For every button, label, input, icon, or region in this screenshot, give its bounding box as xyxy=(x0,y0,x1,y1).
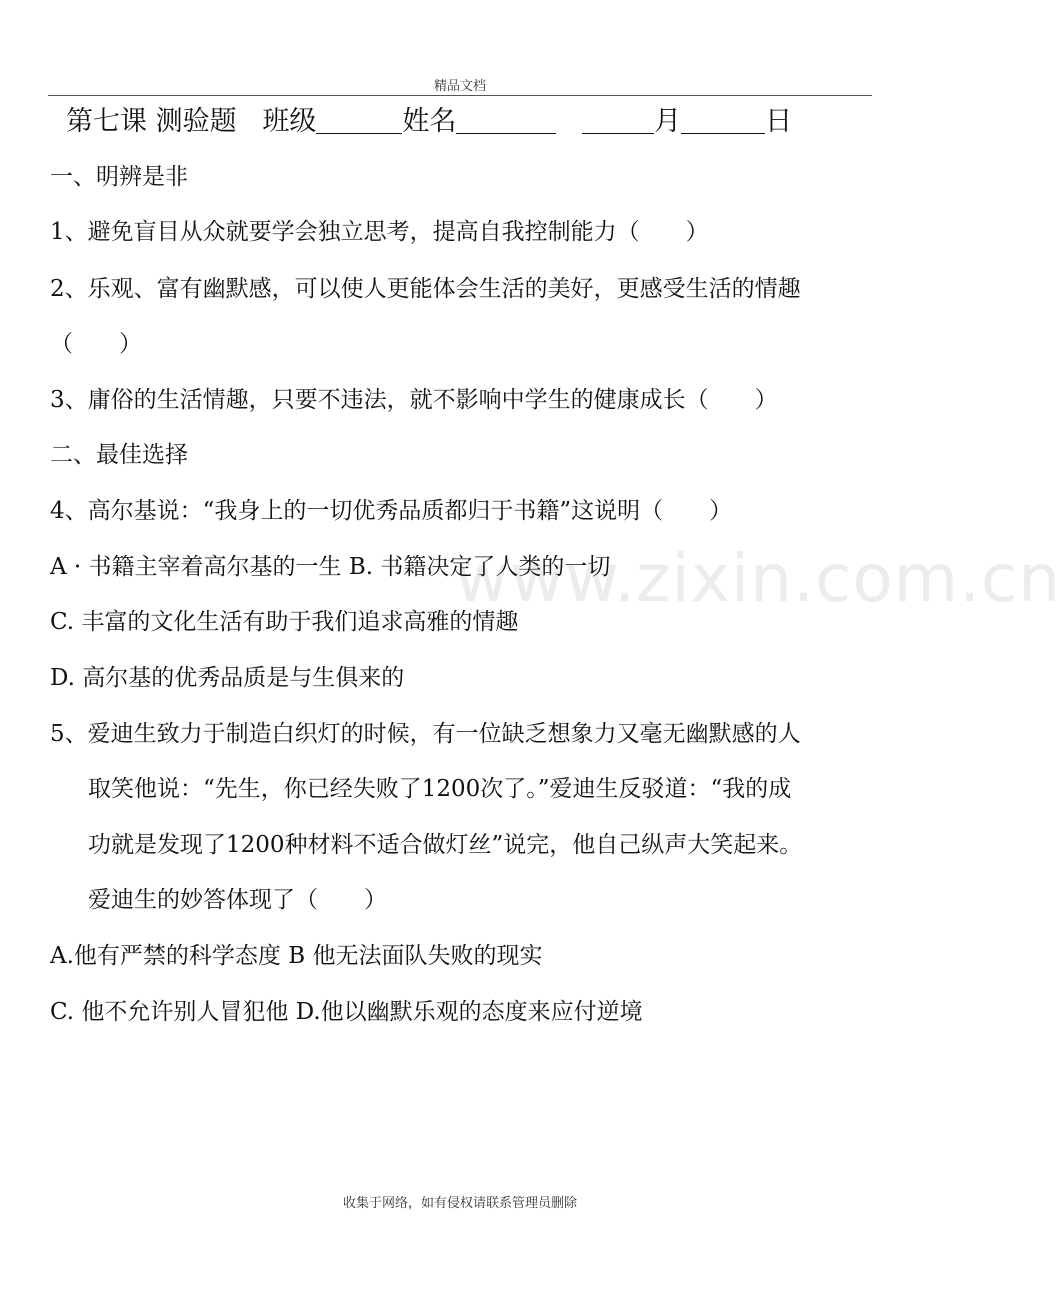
question-1: 1、避免盲目从众就要学会独立思考，提高自我控制能力（ ） xyxy=(50,219,709,245)
question-4-option-c: C. 丰富的文化生活有助于我们追求高雅的情趣 xyxy=(50,609,519,635)
question-3: 3、庸俗的生活情趣，只要不违法，就不影响中学生的健康成长（ ） xyxy=(50,387,778,413)
page-footer: 收集于网络，如有侵权请联系管理员删除 xyxy=(342,1196,577,1211)
lesson-title: 第七课 测验题 xyxy=(66,106,237,137)
question-5-options-ab: A.他有严禁的科学态度 B 他无法面队失败的现实 xyxy=(50,943,543,969)
watermark: www.zixin.com.cn xyxy=(455,540,1061,617)
question-4-options-ab: A · 书籍主宰着高尔基的一生 B. 书籍决定了人类的一切 xyxy=(50,554,611,580)
question-5-line-1: 5、爱迪生致力于制造白织灯的时候，有一位缺乏想象力又毫无幽默感的人 xyxy=(50,721,801,747)
section-heading-choice: 二、最佳选择 xyxy=(50,442,188,468)
day-label: 日 xyxy=(765,106,793,137)
question-5-line-3: 功就是发现了1200种材料不适合做灯丝”说完，他自己纵声大笑起来。 xyxy=(88,832,803,858)
page-header: 精品文档 xyxy=(433,79,486,94)
month-label: 月 xyxy=(654,106,682,137)
question-5-line-4: 爱迪生的妙答体现了（ ） xyxy=(88,887,387,913)
name-blank[interactable] xyxy=(456,107,556,134)
class-blank[interactable] xyxy=(316,107,402,134)
question-4: 4、高尔基说：“我身上的一切优秀品质都归于书籍”这说明（ ） xyxy=(50,498,733,524)
question-2-line-1: 2、乐观、富有幽默感，可以使人更能体会生活的美好，更感受生活的情趣 xyxy=(50,276,801,302)
day-blank[interactable] xyxy=(681,107,765,134)
question-5-line-2: 取笑他说：“先生，你已经失败了1200次了。”爱迪生反驳道：“我的成 xyxy=(88,776,792,802)
name-label: 姓名 xyxy=(402,106,457,137)
class-label: 班级 xyxy=(262,106,317,137)
header-divider xyxy=(48,95,872,96)
question-4-option-d: D. 高尔基的优秀品质是与生俱来的 xyxy=(50,665,405,691)
month-blank[interactable] xyxy=(582,107,654,134)
section-heading-judgement: 一、明辨是非 xyxy=(50,164,188,190)
question-2-line-2: （ ） xyxy=(50,331,142,357)
title-row xyxy=(66,102,792,142)
question-5-options-cd: C. 他不允许别人冒犯他 D.他以幽默乐观的态度来应付逆境 xyxy=(50,999,643,1025)
